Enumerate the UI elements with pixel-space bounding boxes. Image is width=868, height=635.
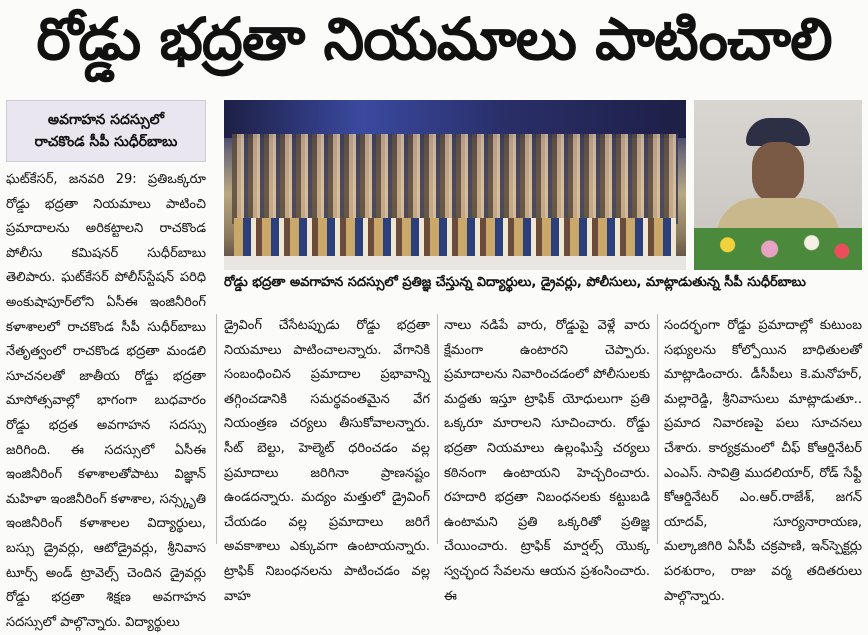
article-column-3: నాలు నడిపే వారు, రోడ్డుపై వెళ్లే వారు క్షేమంగా ఉంటారని చెప్పారు. ప్రమాదాలను నివారించడంలో పోలీసులకు మద్దతు ఇస్తూ ట్రాఫిక్ యోధులుగా ప్రతి ఒక్కరూ మారాలని సూచించారు. రోడ్డు భద్రతా నియమాలు ఉల్లంఘిస్తే చర్యలు కఠినంగా ఉంటాయని హెచ్చరించారు. రహదారి భద్రతా నిబంధనలకు కట్టుబడి ఉంటామని ప్రతి ఒక్కరితో ప్రతిజ్ఞ చేయించారు. ట్రాఫిక్ మార్షల్స్ యొక్క స్వచ్ఛంద సేవలను ఆయన ప్రశంసించారు. ఈ [444, 318, 650, 604]
column-divider [657, 314, 658, 544]
article-column-2: డ్రైవింగ్ చేసేటప్పుడు రోడ్డు భద్రతా నియమాలు పాటించాలన్నారు. వేగానికి సంబంధించిన ప్రమాదాల ప్రభావాన్ని తగ్గించడానికి సమర్థవంతమైన వేగ నియంత్రణ చర్యలు తీసుకోవాలన్నారు. సీట్ బెల్టు, హెల్మెట్ ధరించడం వల్ల ప్రమాదాలు జరిగినా ప్రాణనష్టం ఉండదన్నారు. మద్యం మత్తులో డ్రైవింగ్ చేయడం వల్ల ప్రమాదాలు జరిగే అవకాశాలు ఎక్కువగా ఉంటాయన్నారు. ట్రాఫిక్ నిబంధనలను పాటించడం వల్ల వాహ [224, 318, 430, 604]
article-body [6, 168, 862, 630]
headline: రోడ్డు భద్రతా నియమాలు పాటించాలి [36, 4, 832, 73]
subheading-box [6, 100, 206, 162]
article-column-1: ఘట్‌కేసర్, జనవరి 29: ప్రతిఒక్కరూ రోడ్డు భద్రతా నియమాలు పాటించి ప్రమాదాలను అరికట్టాలని రాచకొండ పోలీసు కమిషనర్ సుధీర్‌బాబు తెలిపారు. ఘట్‌కేసర్ పోలీస్‌స్టేషన్ పరిధి అంకుషాపూర్‌లోని ఏసీఈ ఇంజినీరింగ్ కళాశాలలో రాచకొండ సీపీ సుధీర్‌బాబు నేతృత్వంలో రాచకొండ భద్రతా మండలి సూచనలతో జాతీయ రోడ్డు భద్రతా మాసోత్సవాల్లో భాగంగా బుధవారం రోడ్డు భద్రత అవగాహన సదస్సు జరిగింది. ఈ సదస్సులో ఏసీఈ ఇంజినీరింగ్ కళాశాలతోపాటు విజ్ఞాన్ మహిళా ఇంజినీరింగ్ కళాశాల, సన్స్కృతి ఇంజినీరింగ్ కళాశాలల విద్యార్థులు, బస్సు డ్రైవర్లు, ఆటోడ్రైవర్లు, శ్రీనివాస టూర్స్ అండ్ ట్రావెల్స్ చెందిన డ్రైవర్లు రోడ్డు భద్రతా శిక్షణ అవగాహన సదస్సులో పాల్గొన్నారు. విద్యార్థులు [6, 172, 206, 630]
column-divider [437, 314, 438, 544]
article-column-4: సందర్భంగా రోడ్డు ప్రమాదాల్లో కుటుంబ సభ్యులను కోల్పోయిన బాధితులతో మాట్లాడించారు. డీసీపీలు కె.మనోహర్, మల్లారెడ్డి, శ్రీనివాసులు మాట్లాడుతూ.. ప్రమాద నివారణపై పలు సూచనలు చేశారు. కార్యక్రమంలో చీఫ్ కోఆర్డినేటర్ ఎంఎస్. సావిత్రి ముదలియార్, రోడ్ సేఫ్టీ కోఆర్డినేటర్ ఎం.ఆర్.రాజేశ్, జగన్ యాదవ్, సూర్యనారాయణ, మల్కాజిగిరి ఏసీపీ చక్రపాణి, ఇన్‌స్పెక్టర్లు పరశురాం, రాజు వర్మ తదితరులు పాల్గొన్నారు. [664, 318, 862, 604]
subheading-line-1: అవగాహన సదస్సులో [47, 112, 165, 128]
photo-caption: రోడ్డు భద్రతా అవగాహన సదస్సులో ప్రతిజ్ఞ చేస్తున్న విద్యార్థులు, డ్రైవర్లు, పోలీసులు, మాట్లాడుతున్న సీపీ సుధీర్‌బాబు [224, 275, 806, 290]
stage-backdrop [224, 100, 686, 138]
subheading-line-2: రాచకొండ సీపీ సుధీర్‌బాబు [34, 134, 178, 150]
column-divider [216, 314, 217, 544]
